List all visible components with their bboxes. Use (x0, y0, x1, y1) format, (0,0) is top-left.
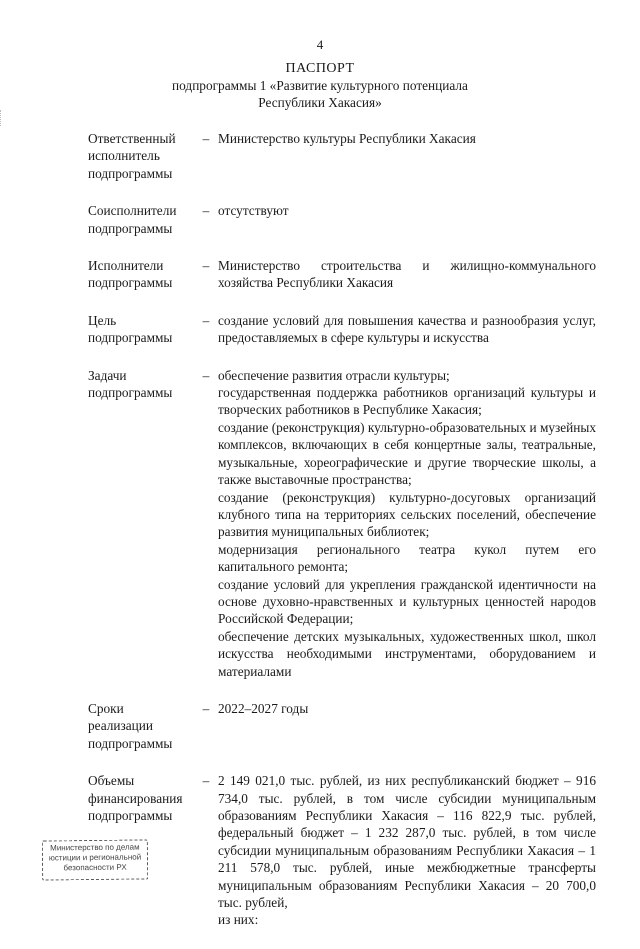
row-dash: – (202, 258, 210, 274)
value-paragraph: Министерство культуры Республики Хакасия (218, 131, 476, 146)
row-label (88, 312, 194, 347)
value-paragraph: из них: (218, 912, 259, 928)
row-dash: – (202, 131, 210, 146)
label-line: подпрограммы (88, 385, 173, 401)
passport-row-goal (88, 312, 598, 347)
passport-row-tasks (88, 367, 598, 680)
value-paragraph: Министерство строительства и жилищно-коммунального хозяйства Республики Хакасия (218, 258, 596, 291)
passport-row-executors (88, 257, 598, 292)
passport-row-responsible (88, 130, 598, 182)
document-title: ПАСПОРТ (285, 61, 355, 76)
row-value (218, 257, 596, 292)
passport-table (88, 130, 598, 949)
value-paragraph: обеспечение развития отрасли культуры; (218, 367, 450, 383)
label-line: исполнитель (88, 148, 160, 164)
row-value (218, 312, 596, 347)
label-line: реализации (88, 718, 153, 734)
value-paragraph: государственная поддержка работников организаций культуры и творческих работников в Республике Хакасия; (218, 385, 596, 418)
label-line: Цель (88, 312, 117, 328)
row-dash: – (202, 312, 210, 328)
label-line: подпрограммы (88, 330, 173, 346)
value-paragraph: создание (реконструкция) культурно-досуговых организаций клубного типа на территориях сельских поселений, обеспечение развития муниципальных библиотек; (218, 489, 596, 540)
label-line: финансирования (88, 790, 183, 806)
label-line: Сроки (88, 700, 124, 716)
row-dash: – (202, 367, 210, 383)
label-line: Исполнители (88, 258, 164, 274)
row-label (88, 130, 194, 182)
row-label (88, 202, 194, 237)
registration-stamp (42, 839, 148, 880)
subtitle-line: подпрограммы 1 «Развитие культурного потенциала (172, 78, 468, 93)
label-line: подпрограммы (88, 165, 173, 181)
label-line: подпрограммы (88, 220, 173, 236)
row-value (218, 700, 596, 752)
passport-row-period (88, 700, 598, 752)
page-number: 4 (316, 37, 324, 52)
row-value (218, 202, 596, 237)
stamp-line: безопасности РХ (63, 862, 127, 873)
value-paragraph: отсутствуют (218, 203, 289, 219)
label-line: Ответственный (88, 131, 176, 146)
row-value (218, 367, 596, 680)
row-label (88, 700, 194, 752)
label-line: подпрограммы (88, 735, 173, 751)
value-paragraph: модернизация регионального театра кукол путем его капитального ремонта; (218, 541, 596, 575)
label-line: Задачи (88, 367, 127, 383)
value-paragraph: обеспечение детских музыкальных, художественных школ, школ искусства необходимыми инструментами, оборудованием и материалами (218, 628, 596, 679)
value-paragraph: 2022–2027 годы (218, 700, 309, 716)
label-line: Соисполнители (88, 203, 177, 219)
margin-mark (0, 110, 3, 126)
row-value (218, 130, 596, 182)
value-paragraph: 2 149 021,0 тыс. рублей, из них республиканский бюджет – 916 734,0 тыс. рублей, в том числе субсидии муниципальным образованиям Республики Хакасия – 116 822,9 тыс. рублей, федеральный бюджет – 1 232 287,0 тыс. рублей, в том числе субсидии муниципальным образованиям Республики Хакасия – 1 211 578,0 тыс. рублей, иные межбюджетные трансферты муниципальным образованиям Республики Хакасия – 20 700,0 тыс. рублей, (218, 773, 596, 911)
subtitle-line: Республики Хакасия» (258, 95, 382, 110)
row-dash: – (202, 773, 210, 789)
label-line: Объемы (88, 773, 135, 789)
row-dash: – (202, 700, 210, 716)
label-line: подпрограммы (88, 808, 173, 823)
row-value (218, 772, 596, 929)
row-label (88, 257, 194, 292)
stamp-line: юстиции и региональной (48, 852, 142, 863)
row-label (88, 367, 194, 680)
value-paragraph: создание (реконструкция) культурно-образовательных и музейных комплексов, включающих в себя концертные залы, театральные, музыкальные, хореографические и другие творческие школы, а также выставочные пространства; (218, 419, 596, 488)
passport-row-coexecutors (88, 202, 598, 237)
stamp-line: Министерство по делам (50, 842, 140, 853)
passport-row-funding (88, 772, 598, 929)
label-line: подпрограммы (88, 275, 173, 291)
value-paragraph: создание условий для укрепления гражданской идентичности на основе духовно-нравственных и культурных ценностей народов Российской Федерации; (218, 576, 596, 627)
document-header (0, 60, 640, 111)
row-dash: – (202, 203, 210, 219)
value-paragraph: создание условий для повышения качества и разнообразия услуг, предоставляемых в сфере культуры и искусства (218, 312, 596, 346)
